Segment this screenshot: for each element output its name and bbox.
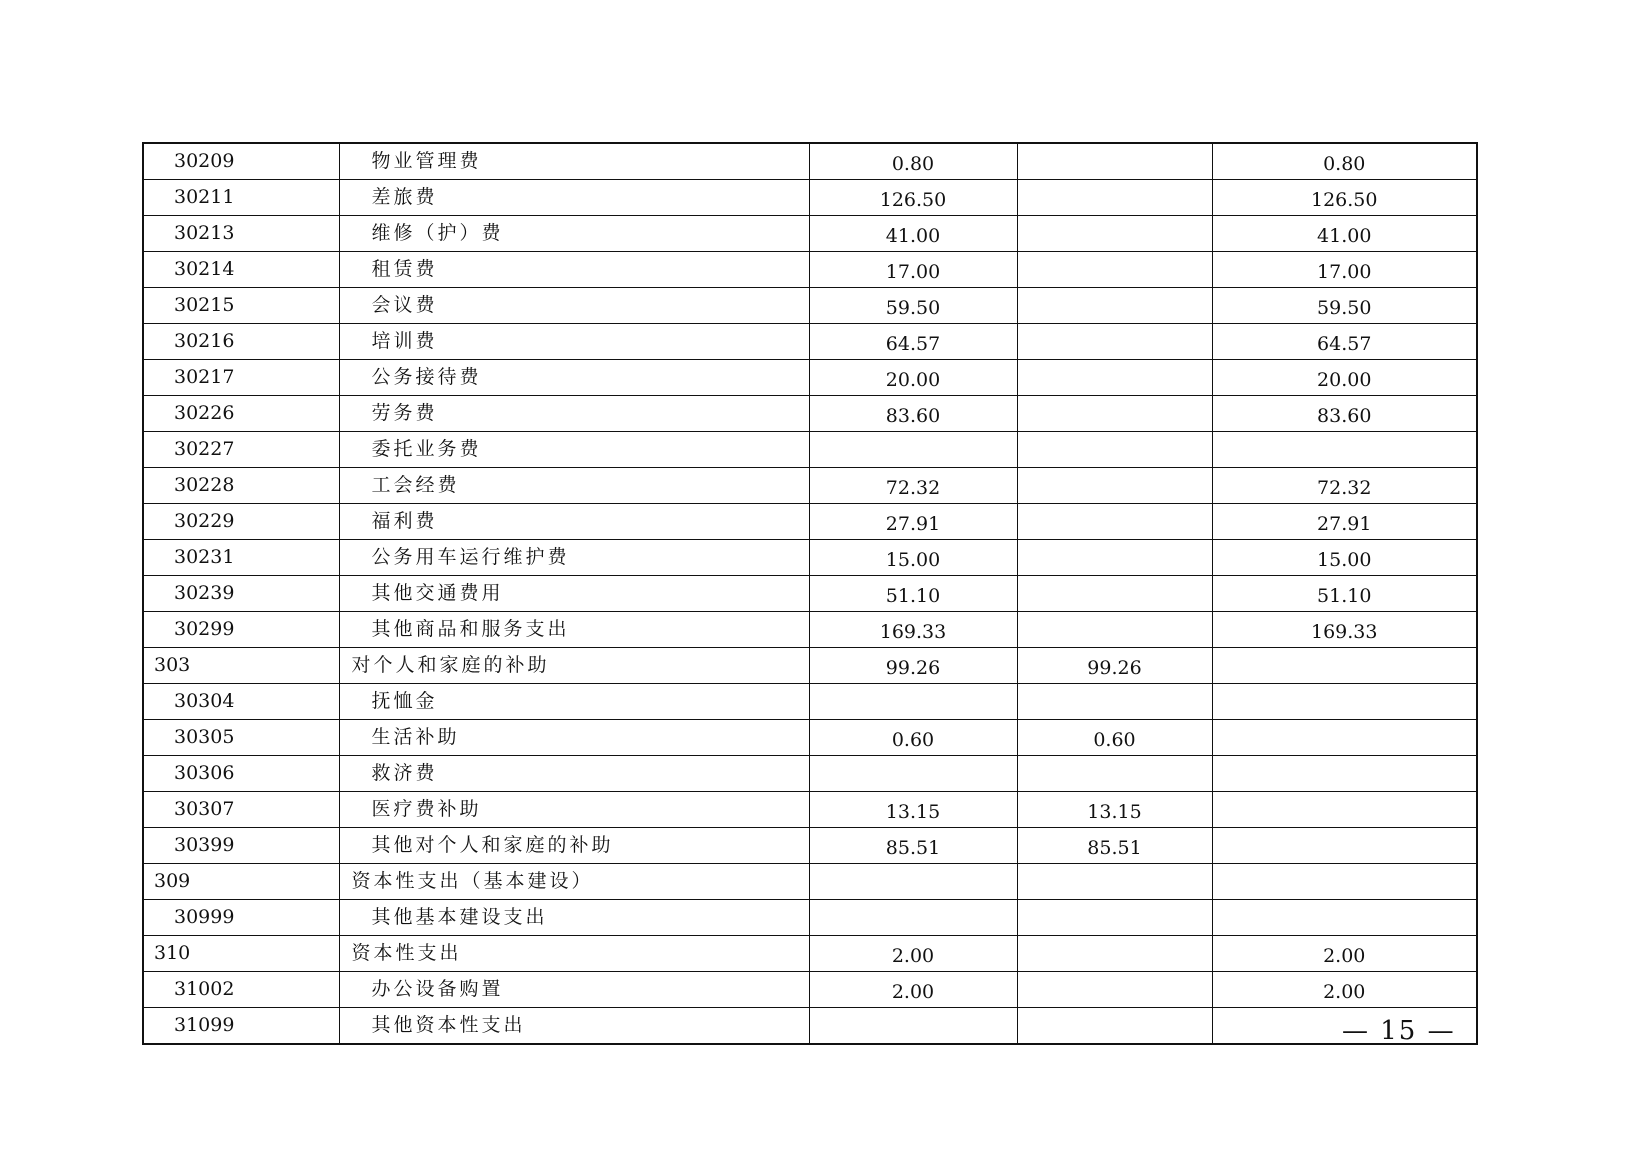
- cell-name: 劳务费: [339, 396, 809, 432]
- cell-code: 30216: [143, 324, 339, 360]
- cell-project: 169.33: [1212, 612, 1477, 648]
- table-body: [143, 143, 1477, 1044]
- cell-total: [809, 432, 1017, 468]
- cell-basic: [1017, 180, 1212, 216]
- cell-project: 83.60: [1212, 396, 1477, 432]
- cell-name: 抚恤金: [339, 684, 809, 720]
- table-row: [143, 648, 1477, 684]
- cell-total: 0.80: [809, 143, 1017, 180]
- cell-total: 83.60: [809, 396, 1017, 432]
- cell-name: 其他资本性支出: [339, 1008, 809, 1045]
- cell-code: 30226: [143, 396, 339, 432]
- cell-total: 2.00: [809, 972, 1017, 1008]
- cell-name: 委托业务费: [339, 432, 809, 468]
- table-row: [143, 720, 1477, 756]
- cell-basic: [1017, 288, 1212, 324]
- cell-total: 64.57: [809, 324, 1017, 360]
- cell-basic: [1017, 864, 1212, 900]
- cell-name: 物业管理费: [339, 143, 809, 180]
- table-row: [143, 972, 1477, 1008]
- cell-code: 31002: [143, 972, 339, 1008]
- cell-total: [809, 1008, 1017, 1045]
- cell-basic: [1017, 756, 1212, 792]
- cell-code: 30213: [143, 216, 339, 252]
- cell-total: 126.50: [809, 180, 1017, 216]
- cell-basic: [1017, 396, 1212, 432]
- cell-total: 27.91: [809, 504, 1017, 540]
- table-row: [143, 143, 1477, 180]
- cell-code: 30215: [143, 288, 339, 324]
- table-row: [143, 324, 1477, 360]
- table-row: [143, 468, 1477, 504]
- table-row: [143, 216, 1477, 252]
- cell-project: 51.10: [1212, 576, 1477, 612]
- cell-total: 41.00: [809, 216, 1017, 252]
- cell-name: 资本性支出: [339, 936, 809, 972]
- table-row: [143, 252, 1477, 288]
- cell-project: 2.00: [1212, 972, 1477, 1008]
- cell-total: 13.15: [809, 792, 1017, 828]
- table-row: [143, 684, 1477, 720]
- table-row: [143, 432, 1477, 468]
- cell-project: 72.32: [1212, 468, 1477, 504]
- cell-project: [1212, 900, 1477, 936]
- cell-code: 30305: [143, 720, 339, 756]
- cell-code: 30304: [143, 684, 339, 720]
- table-row: [143, 612, 1477, 648]
- cell-basic: [1017, 612, 1212, 648]
- cell-total: 72.32: [809, 468, 1017, 504]
- cell-name: 对个人和家庭的补助: [339, 648, 809, 684]
- cell-basic: [1017, 900, 1212, 936]
- cell-project: 20.00: [1212, 360, 1477, 396]
- table-row: [143, 756, 1477, 792]
- cell-total: [809, 900, 1017, 936]
- cell-total: 15.00: [809, 540, 1017, 576]
- cell-code: 303: [143, 648, 339, 684]
- cell-basic: [1017, 432, 1212, 468]
- cell-code: 30227: [143, 432, 339, 468]
- cell-basic: [1017, 216, 1212, 252]
- cell-total: 0.60: [809, 720, 1017, 756]
- expenditure-table: [142, 142, 1478, 1045]
- cell-name: 福利费: [339, 504, 809, 540]
- cell-name: 其他交通费用: [339, 576, 809, 612]
- cell-total: 99.26: [809, 648, 1017, 684]
- table-row: [143, 576, 1477, 612]
- table-row: [143, 828, 1477, 864]
- cell-project: 27.91: [1212, 504, 1477, 540]
- cell-project: [1212, 648, 1477, 684]
- cell-code: 30306: [143, 756, 339, 792]
- cell-name: 救济费: [339, 756, 809, 792]
- table-row: [143, 900, 1477, 936]
- table-row: [143, 180, 1477, 216]
- cell-project: [1212, 720, 1477, 756]
- cell-basic: [1017, 252, 1212, 288]
- cell-name: 公务接待费: [339, 360, 809, 396]
- cell-total: 17.00: [809, 252, 1017, 288]
- cell-total: [809, 756, 1017, 792]
- cell-project: 41.00: [1212, 216, 1477, 252]
- cell-name: 租赁费: [339, 252, 809, 288]
- cell-basic: 85.51: [1017, 828, 1212, 864]
- cell-total: 20.00: [809, 360, 1017, 396]
- cell-basic: [1017, 1008, 1212, 1045]
- table-row: [143, 360, 1477, 396]
- cell-project: 2.00: [1212, 936, 1477, 972]
- cell-name: 生活补助: [339, 720, 809, 756]
- cell-basic: [1017, 324, 1212, 360]
- cell-basic: [1017, 143, 1212, 180]
- cell-code: 31099: [143, 1008, 339, 1045]
- cell-basic: [1017, 468, 1212, 504]
- cell-name: 其他基本建设支出: [339, 900, 809, 936]
- cell-project: 17.00: [1212, 252, 1477, 288]
- cell-project: 126.50: [1212, 180, 1477, 216]
- cell-total: [809, 864, 1017, 900]
- table-row: [143, 504, 1477, 540]
- cell-project: [1212, 828, 1477, 864]
- cell-project: 59.50: [1212, 288, 1477, 324]
- cell-total: [809, 684, 1017, 720]
- table-row: [143, 864, 1477, 900]
- cell-basic: [1017, 684, 1212, 720]
- cell-total: 169.33: [809, 612, 1017, 648]
- cell-basic: [1017, 360, 1212, 396]
- cell-basic: [1017, 936, 1212, 972]
- cell-name: 工会经费: [339, 468, 809, 504]
- table-row: [143, 1008, 1477, 1045]
- cell-code: 310: [143, 936, 339, 972]
- cell-basic: [1017, 972, 1212, 1008]
- cell-project: [1212, 432, 1477, 468]
- cell-name: 差旅费: [339, 180, 809, 216]
- cell-name: 其他商品和服务支出: [339, 612, 809, 648]
- cell-name: 医疗费补助: [339, 792, 809, 828]
- cell-project: 15.00: [1212, 540, 1477, 576]
- cell-project: [1212, 792, 1477, 828]
- table-row: [143, 396, 1477, 432]
- cell-basic: 13.15: [1017, 792, 1212, 828]
- cell-basic: [1017, 540, 1212, 576]
- table-row: [143, 936, 1477, 972]
- cell-code: 309: [143, 864, 339, 900]
- cell-code: 30209: [143, 143, 339, 180]
- table-row: [143, 792, 1477, 828]
- cell-basic: [1017, 576, 1212, 612]
- cell-code: 30231: [143, 540, 339, 576]
- cell-project: [1212, 684, 1477, 720]
- cell-code: 30228: [143, 468, 339, 504]
- cell-code: 30214: [143, 252, 339, 288]
- cell-total: 51.10: [809, 576, 1017, 612]
- cell-total: 59.50: [809, 288, 1017, 324]
- cell-code: 30999: [143, 900, 339, 936]
- cell-name: 办公设备购置: [339, 972, 809, 1008]
- cell-code: 30299: [143, 612, 339, 648]
- cell-name: 会议费: [339, 288, 809, 324]
- cell-total: 2.00: [809, 936, 1017, 972]
- cell-code: 30211: [143, 180, 339, 216]
- cell-code: 30399: [143, 828, 339, 864]
- page-number: — 15 —: [1342, 1016, 1456, 1046]
- cell-total: 85.51: [809, 828, 1017, 864]
- cell-project: 0.80: [1212, 143, 1477, 180]
- cell-name: 其他对个人和家庭的补助: [339, 828, 809, 864]
- cell-name: 资本性支出（基本建设）: [339, 864, 809, 900]
- cell-code: 30239: [143, 576, 339, 612]
- table-row: [143, 540, 1477, 576]
- cell-code: 30307: [143, 792, 339, 828]
- cell-project: 64.57: [1212, 324, 1477, 360]
- cell-code: 30217: [143, 360, 339, 396]
- table-row: [143, 288, 1477, 324]
- cell-code: 30229: [143, 504, 339, 540]
- cell-basic: 99.26: [1017, 648, 1212, 684]
- cell-name: 培训费: [339, 324, 809, 360]
- cell-project: [1212, 864, 1477, 900]
- cell-basic: 0.60: [1017, 720, 1212, 756]
- cell-name: 公务用车运行维护费: [339, 540, 809, 576]
- cell-project: [1212, 756, 1477, 792]
- cell-name: 维修（护）费: [339, 216, 809, 252]
- cell-basic: [1017, 504, 1212, 540]
